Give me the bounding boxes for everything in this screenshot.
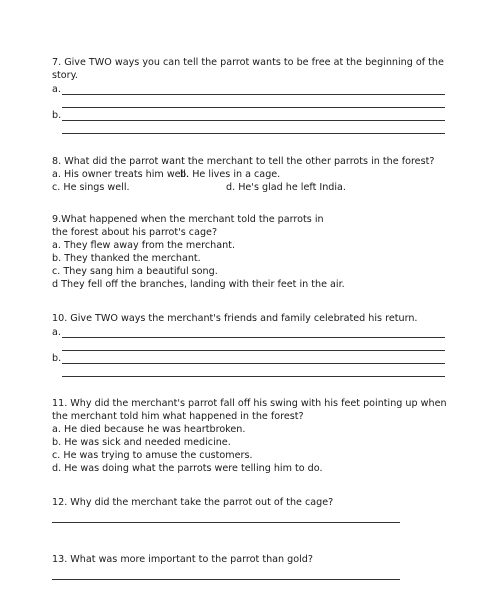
answer-label: a. xyxy=(52,84,61,95)
option-8b[interactable]: b. He lives in a cage. xyxy=(180,169,281,180)
answer-line-10a[interactable] xyxy=(52,325,445,338)
question-8-text: 8. What did the parrot want the merchant to tell the other parrots in the forest? xyxy=(52,156,435,167)
answer-line-7a[interactable] xyxy=(52,82,445,95)
option-11d[interactable]: d. He was doing what the parrots were telling him to do. xyxy=(52,463,323,474)
answer-line-10a-2[interactable] xyxy=(52,338,445,351)
question-10 xyxy=(52,312,445,377)
question-9-text-line-1: 9.What happened when the merchant told the parrots in xyxy=(52,214,324,225)
option-9d[interactable]: d They fell off the branches, landing with their feet in the air. xyxy=(52,279,345,290)
option-9c[interactable]: c. They sang him a beautiful song. xyxy=(52,266,218,277)
option-8c[interactable]: c. He sings well. xyxy=(52,182,130,193)
option-11b[interactable]: b. He was sick and needed medicine. xyxy=(52,437,231,448)
question-7-text-line-1: 7. Give TWO ways you can tell the parrot wants to be free at the beginning of the xyxy=(52,57,444,68)
question-9-text-line-2: the forest about his parrot's cage? xyxy=(52,227,218,238)
option-9a[interactable]: a. They flew away from the merchant. xyxy=(52,240,235,251)
answer-line-12[interactable] xyxy=(52,513,400,523)
question-11-text-line-1: 11. Why did the merchant's parrot fall off his swing with his feet pointing up when xyxy=(52,398,447,409)
question-12-text: 12. Why did the merchant take the parrot out of the cage? xyxy=(52,497,334,508)
answer-line-13[interactable] xyxy=(52,570,400,580)
question-10-text: 10. Give TWO ways the merchant's friends and family celebrated his return. xyxy=(52,313,418,324)
question-8-options-row-1 xyxy=(52,168,445,181)
option-11a[interactable]: a. He died because he was heartbroken. xyxy=(52,424,246,435)
question-12 xyxy=(52,496,445,523)
option-11c[interactable]: c. He was trying to amuse the customers. xyxy=(52,450,253,461)
question-8 xyxy=(52,155,445,194)
answer-line-10b[interactable] xyxy=(52,351,445,364)
question-7-text-line-2: story. xyxy=(52,70,78,81)
answer-line-10b-2[interactable] xyxy=(52,364,445,377)
question-8-options-row-2 xyxy=(52,181,445,194)
answer-label: b. xyxy=(52,353,62,364)
answer-label: b. xyxy=(52,110,62,121)
question-13 xyxy=(52,553,445,580)
answer-line-7b-2[interactable] xyxy=(52,121,445,134)
option-8d[interactable]: d. He's glad he left India. xyxy=(226,182,346,193)
answer-line-7b[interactable] xyxy=(52,108,445,121)
answer-label: a. xyxy=(52,327,61,338)
question-11 xyxy=(52,397,445,475)
question-13-text: 13. What was more important to the parrot than gold? xyxy=(52,554,313,565)
question-7 xyxy=(52,56,445,134)
option-9b[interactable]: b. They thanked the merchant. xyxy=(52,253,201,264)
option-8a[interactable]: a. His owner treats him well. xyxy=(52,169,189,180)
question-9 xyxy=(52,213,445,291)
answer-line-7a-2[interactable] xyxy=(52,95,445,108)
question-11-text-line-2: the merchant told him what happened in the forest? xyxy=(52,411,304,422)
